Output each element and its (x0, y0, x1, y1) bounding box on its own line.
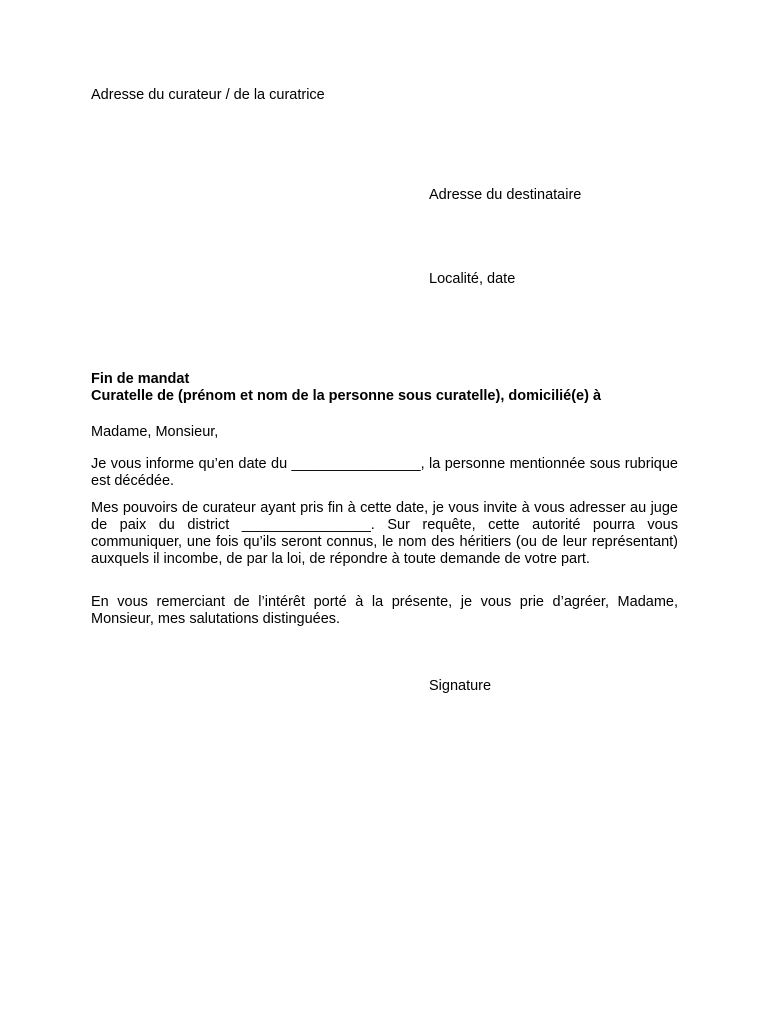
recipient-address: Adresse du destinataire (429, 187, 582, 203)
subject-title: Fin de mandat (91, 371, 190, 387)
body-paragraph-3: En vous remerciant de l’intérêt porté à la présente, je vous prie d’agréer, Madame, Monsieur, mes salutations distinguées. (91, 594, 678, 627)
place-date: Localité, date (429, 271, 516, 287)
subject-detail: Curatelle de (prénom et nom de la personne sous curatelle), domicilié(e) à (91, 388, 602, 404)
sender-address: Adresse du curateur / de la curatrice (91, 87, 325, 103)
body-paragraph-2: Mes pouvoirs de curateur ayant pris fin à cette date, je vous invite à vous adresser au juge de paix du district ________________. Sur requête, cette autorité pourra vous communiquer, une fois qu’ils seront connus, le nom des héritiers (ou de leur représentant) auxquels il incombe, de par la loi, de répondre à toute demande de votre part. (91, 500, 678, 567)
signature-label: Signature (429, 678, 492, 694)
salutation: Madame, Monsieur, (91, 424, 219, 440)
body-paragraph-1: Je vous informe qu’en date du ________________, la personne mentionnée sous rubrique est décédée. (91, 456, 678, 489)
subject-block (91, 371, 601, 405)
